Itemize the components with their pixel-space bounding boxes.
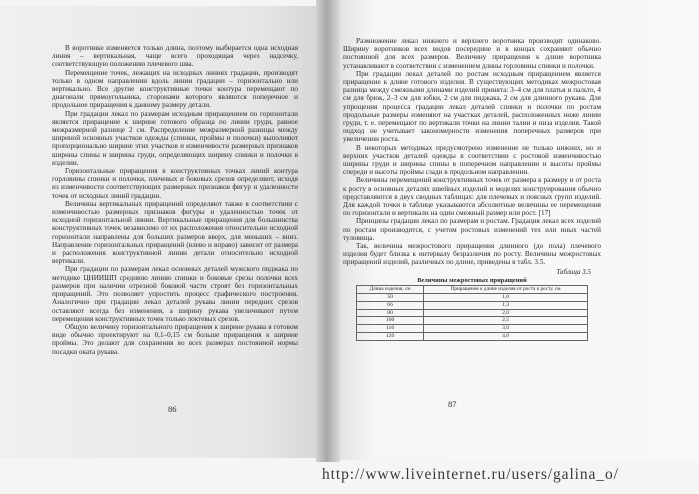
- left-paragraph-3: При градации лекал по размерам исходным приращением по горизонтали является приращение к ширине готового образца по линии груди, равное межразмерной разнице 2 см. Распределение межразмерной разницы между шириной основных участков одежды (спинки, проймы и полочки) выполняют пропорционально ширине этих участков и изменчивости размерных признаков ширины спины и ширины груди, определяющих ширину спинки и полочки в изделии.: [52, 109, 298, 167]
- table-header-row: [357, 286, 588, 294]
- table-cell-length: 120: [357, 332, 424, 340]
- left-paragraph-6: При градации по размерам лекал основных деталей мужского пиджака по методике ЦНИИШП среднюю линию спинки и боковые срезы полочки всех размеров при наличии отрезной боковой части строят без горизонтальных приращений. Это позволяет упростить процесс графического построения. Аналогично при градации лекал деталей рукава линии передних срезов оставляют всегда без изменения, а ширину рукава увеличивают путем перемещения конструктивных точек только локтевых срезов.: [52, 265, 298, 323]
- table-caption: Таблица 3.5: [556, 267, 591, 276]
- table-row: [357, 301, 588, 309]
- table-cell-increment: 1,3: [424, 301, 588, 309]
- table-cell-length: 80: [357, 309, 424, 317]
- table-header-length: Длина изделия, см: [357, 286, 424, 294]
- left-paragraph-2: Перемещение точек, лежащих на исходных линиях градации, производят только в одном направлении вдоль линии градации – горизонтально или вертикально. Все другие конструктивные точки контура перемещают по диагонали прямоугольника, сторонами которого являются поперечное и продольное приращения к данному размеру детали.: [52, 68, 298, 110]
- left-paragraph-5: Величины вертикальных приращений определяют также в соответствии с изменчивостью размерных признаков фигуры и удаленностью точек от исходной горизонтальной линии. Вертикальные приращения для большинства конструктивных точек независимо от их расположения относительно исходной горизонтали направлены для больших размеров вверх, для меньших – вниз. Направление горизонтальных приращений (влево и вправо) зависит от размера и расположения конструктивной линии детали относительно исходной вертикали.: [52, 199, 298, 266]
- right-paragraph-1: Размножение лекал нижнего и верхнего воротника производят одинаково. Ширину воротников всех видов посередине и в концах сохраняют обычно постоянной для всех размеров. Величину приращения к длине воротника устанавливают в соответствии с изменением длины горловины спинки и полочки.: [343, 37, 601, 70]
- table-cell-length: 116: [357, 325, 424, 333]
- right-paragraph-5: Принципы градации лекал по размерам и ростам. Градация лекал всех изделий по ростам производится, с учетом ростовых изменений тех или иных частей туловища.: [343, 217, 601, 242]
- left-paragraph-7: Общую величину горизонтального приращения к ширине рукава в готовом виде обычно проектируют на 0,1–0,15 см больше приращения к ширине проймы. Это делают для сохранения во всех размерах постоянной нормы посадки оката рукава.: [52, 322, 298, 356]
- table-cell-increment: 2,0: [424, 309, 588, 317]
- right-paragraph-6: Так, величина межростового приращения длинного (до пола) плечевого изделия будет близка к интервалу безразличия по росту. Величины межростовых приращений изделий, различных по длине, приведены в табл. 3.5.: [343, 242, 601, 267]
- increment-table: [356, 285, 588, 341]
- table-row: [357, 332, 588, 340]
- left-paragraph-4: Горизонтальные приращения в конструктивных точках линий контура горловины спинки и полочки, плечевых и боковых срезов определяют, исходя из изменчивости соответствующих размерных признаков фигур и удаленности точек от исходных линий градации.: [52, 167, 298, 200]
- right-page-number: 87: [448, 399, 457, 409]
- table-cell-increment: 1,0: [424, 293, 588, 301]
- right-paragraph-3: В некоторых методиках предусмотрено изменение не только нижних, но и верхних участков деталей одежды в соответствии с ростовой изменчивостью ширины груди и ширины спины в поперечном направлении и высоты проймы спереди и высоты проймы сзади в продольном направлении.: [343, 143, 601, 177]
- table-row: [357, 325, 588, 333]
- right-paragraph-2: При градации лекал деталей по ростам исходным приращением является приращение к длине готового изделия. В существующих методиках межростовая разница между смежными длинами изделий принята: 3–4 см для платья и пальто, 4 см для брюк, 2–3 см для юбки, 2 см для пиджака, 2 см для длинного рукава. Для упрощения процесса градации лекал деталей спинки и полочки по ростам продольные размеры изменяют на участках деталей, расположенных ниже линии груди, т. е. перемещают по вертикали точки на линии талии и низа изделия. Такой подход не учитывает закономерности изменения поперечных размеров при увеличении роста.: [343, 69, 601, 144]
- book-gutter: [316, 0, 340, 462]
- table-row: [357, 293, 588, 301]
- right-page-text: [343, 37, 601, 341]
- table-cell-increment: 4,0: [424, 332, 588, 340]
- table-title: Величины межростовых приращений: [417, 276, 527, 284]
- table-cell-length: 100: [357, 317, 424, 325]
- table-row: [357, 309, 588, 317]
- left-paragraph-1: В воротнике изменяется только длина, поэтому выбирается одна исходная линия – вертикальная, чаще всего проходящая через надсечку, соответствующую положению плечевого шва.: [52, 44, 298, 69]
- table-row: [357, 317, 588, 325]
- left-page-number: 86: [168, 404, 177, 414]
- table-header-increment: Приращение к длине изделия от роста к росту, см: [424, 286, 588, 294]
- source-watermark: http://www.liveinternet.ru/users/galina_o/: [322, 466, 619, 483]
- right-paragraph-4: Величины перемещений конструктивных точек от размера к размеру и от роста к росту в основных деталях швейных изделий и моделях конструирования обычно представляются в двух сводных таблицах: для плечевых и поясных групп изделий. Для каждой точки в таблице указываются абсолютные величины ее перемещения по горизонтали и вертикали на один смежный размер или рост. [17]: [343, 176, 601, 218]
- table-cell-length: 66: [357, 301, 424, 309]
- table-cell-increment: 2,5: [424, 317, 588, 325]
- table-cell-length: 50: [357, 293, 424, 301]
- table-cell-increment: 3,0: [424, 325, 588, 333]
- left-page-text: [52, 44, 298, 356]
